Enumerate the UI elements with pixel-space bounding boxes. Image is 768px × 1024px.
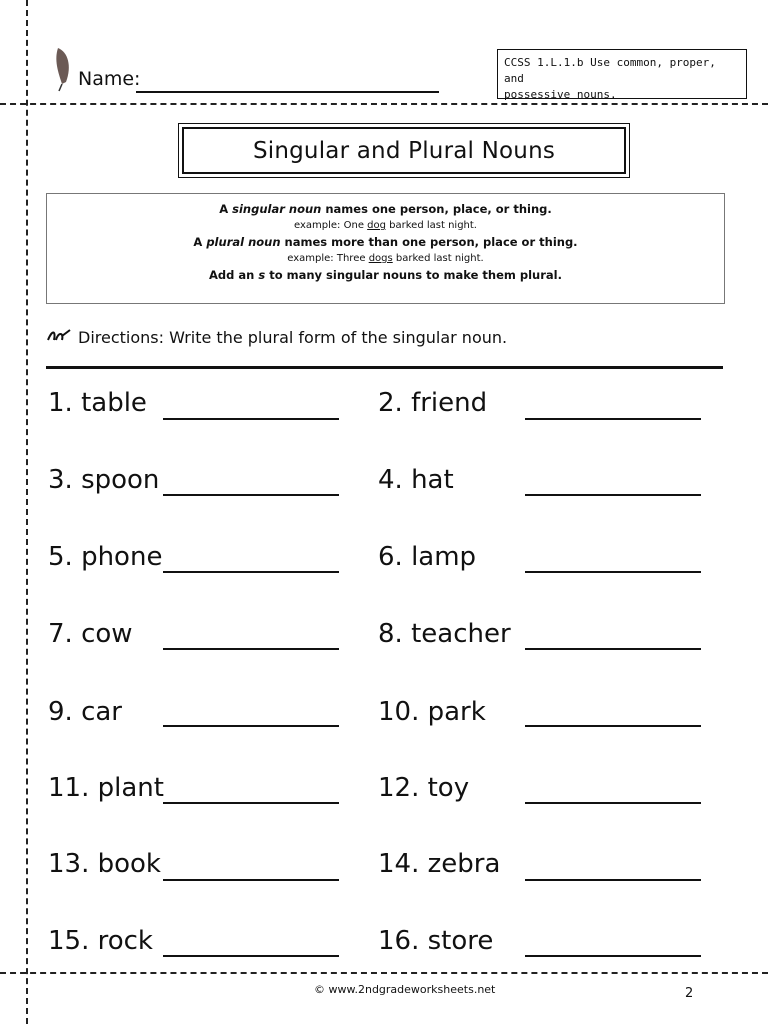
directions-rule [46, 366, 723, 369]
item-3: 3. spoon [48, 465, 160, 495]
quill-icon [50, 46, 76, 92]
item-11: 11. plant [48, 773, 164, 803]
answer-line-9[interactable] [163, 725, 339, 727]
standards-line-2: possessive nouns. [504, 88, 617, 101]
item-4: 4. hat [378, 465, 454, 495]
answer-line-4[interactable] [525, 494, 701, 496]
answer-line-10[interactable] [525, 725, 701, 727]
answer-line-6[interactable] [525, 571, 701, 573]
answer-line-15[interactable] [163, 955, 339, 957]
plural-definition: A plural noun names more than one person, place or thing. [193, 235, 578, 249]
name-label: Name: [78, 68, 141, 90]
item-6: 6. lamp [378, 542, 477, 572]
pencil-icon [46, 328, 72, 344]
answer-line-1[interactable] [163, 418, 339, 420]
bottom-cut-line [0, 972, 768, 974]
page-title: Singular and Plural Nouns [182, 127, 626, 174]
name-write-line[interactable] [136, 91, 439, 93]
answer-line-11[interactable] [163, 802, 339, 804]
item-14: 14. zebra [378, 849, 501, 879]
standards-box [497, 49, 747, 99]
singular-definition: A singular noun names one person, place, or thing. [219, 202, 552, 216]
plural-rule: Add an s to many singular nouns to make them plural. [209, 268, 562, 282]
answer-line-8[interactable] [525, 648, 701, 650]
plural-example: example: Three dogs barked last night. [287, 253, 484, 264]
item-15: 15. rock [48, 926, 153, 956]
answer-line-12[interactable] [525, 802, 701, 804]
answer-line-14[interactable] [525, 879, 701, 881]
item-1: 1. table [48, 388, 147, 418]
definition-box [46, 193, 725, 304]
item-16: 16. store [378, 926, 494, 956]
footer-site: © www.2ndgradeworksheets.net [314, 983, 496, 996]
singular-example: example: One dog barked last night. [294, 220, 477, 231]
item-2: 2. friend [378, 388, 488, 418]
page-number: 2 [685, 986, 694, 1001]
item-8: 8. teacher [378, 619, 511, 649]
item-12: 12. toy [378, 773, 470, 803]
item-9: 9. car [48, 697, 122, 727]
answer-line-13[interactable] [163, 879, 339, 881]
directions: Directions: Write the plural form of the singular noun. [78, 328, 508, 347]
standards-line-1: CCSS 1.L.1.b Use common, proper, and [504, 56, 716, 85]
answer-line-7[interactable] [163, 648, 339, 650]
answer-line-5[interactable] [163, 571, 339, 573]
item-10: 10. park [378, 697, 486, 727]
answer-line-16[interactable] [525, 955, 701, 957]
item-13: 13. book [48, 849, 161, 879]
top-cut-line [0, 103, 768, 105]
left-cut-line [26, 0, 28, 1024]
title-frame [178, 123, 630, 178]
answer-line-3[interactable] [163, 494, 339, 496]
item-7: 7. cow [48, 619, 133, 649]
answer-line-2[interactable] [525, 418, 701, 420]
item-5: 5. phone [48, 542, 163, 572]
